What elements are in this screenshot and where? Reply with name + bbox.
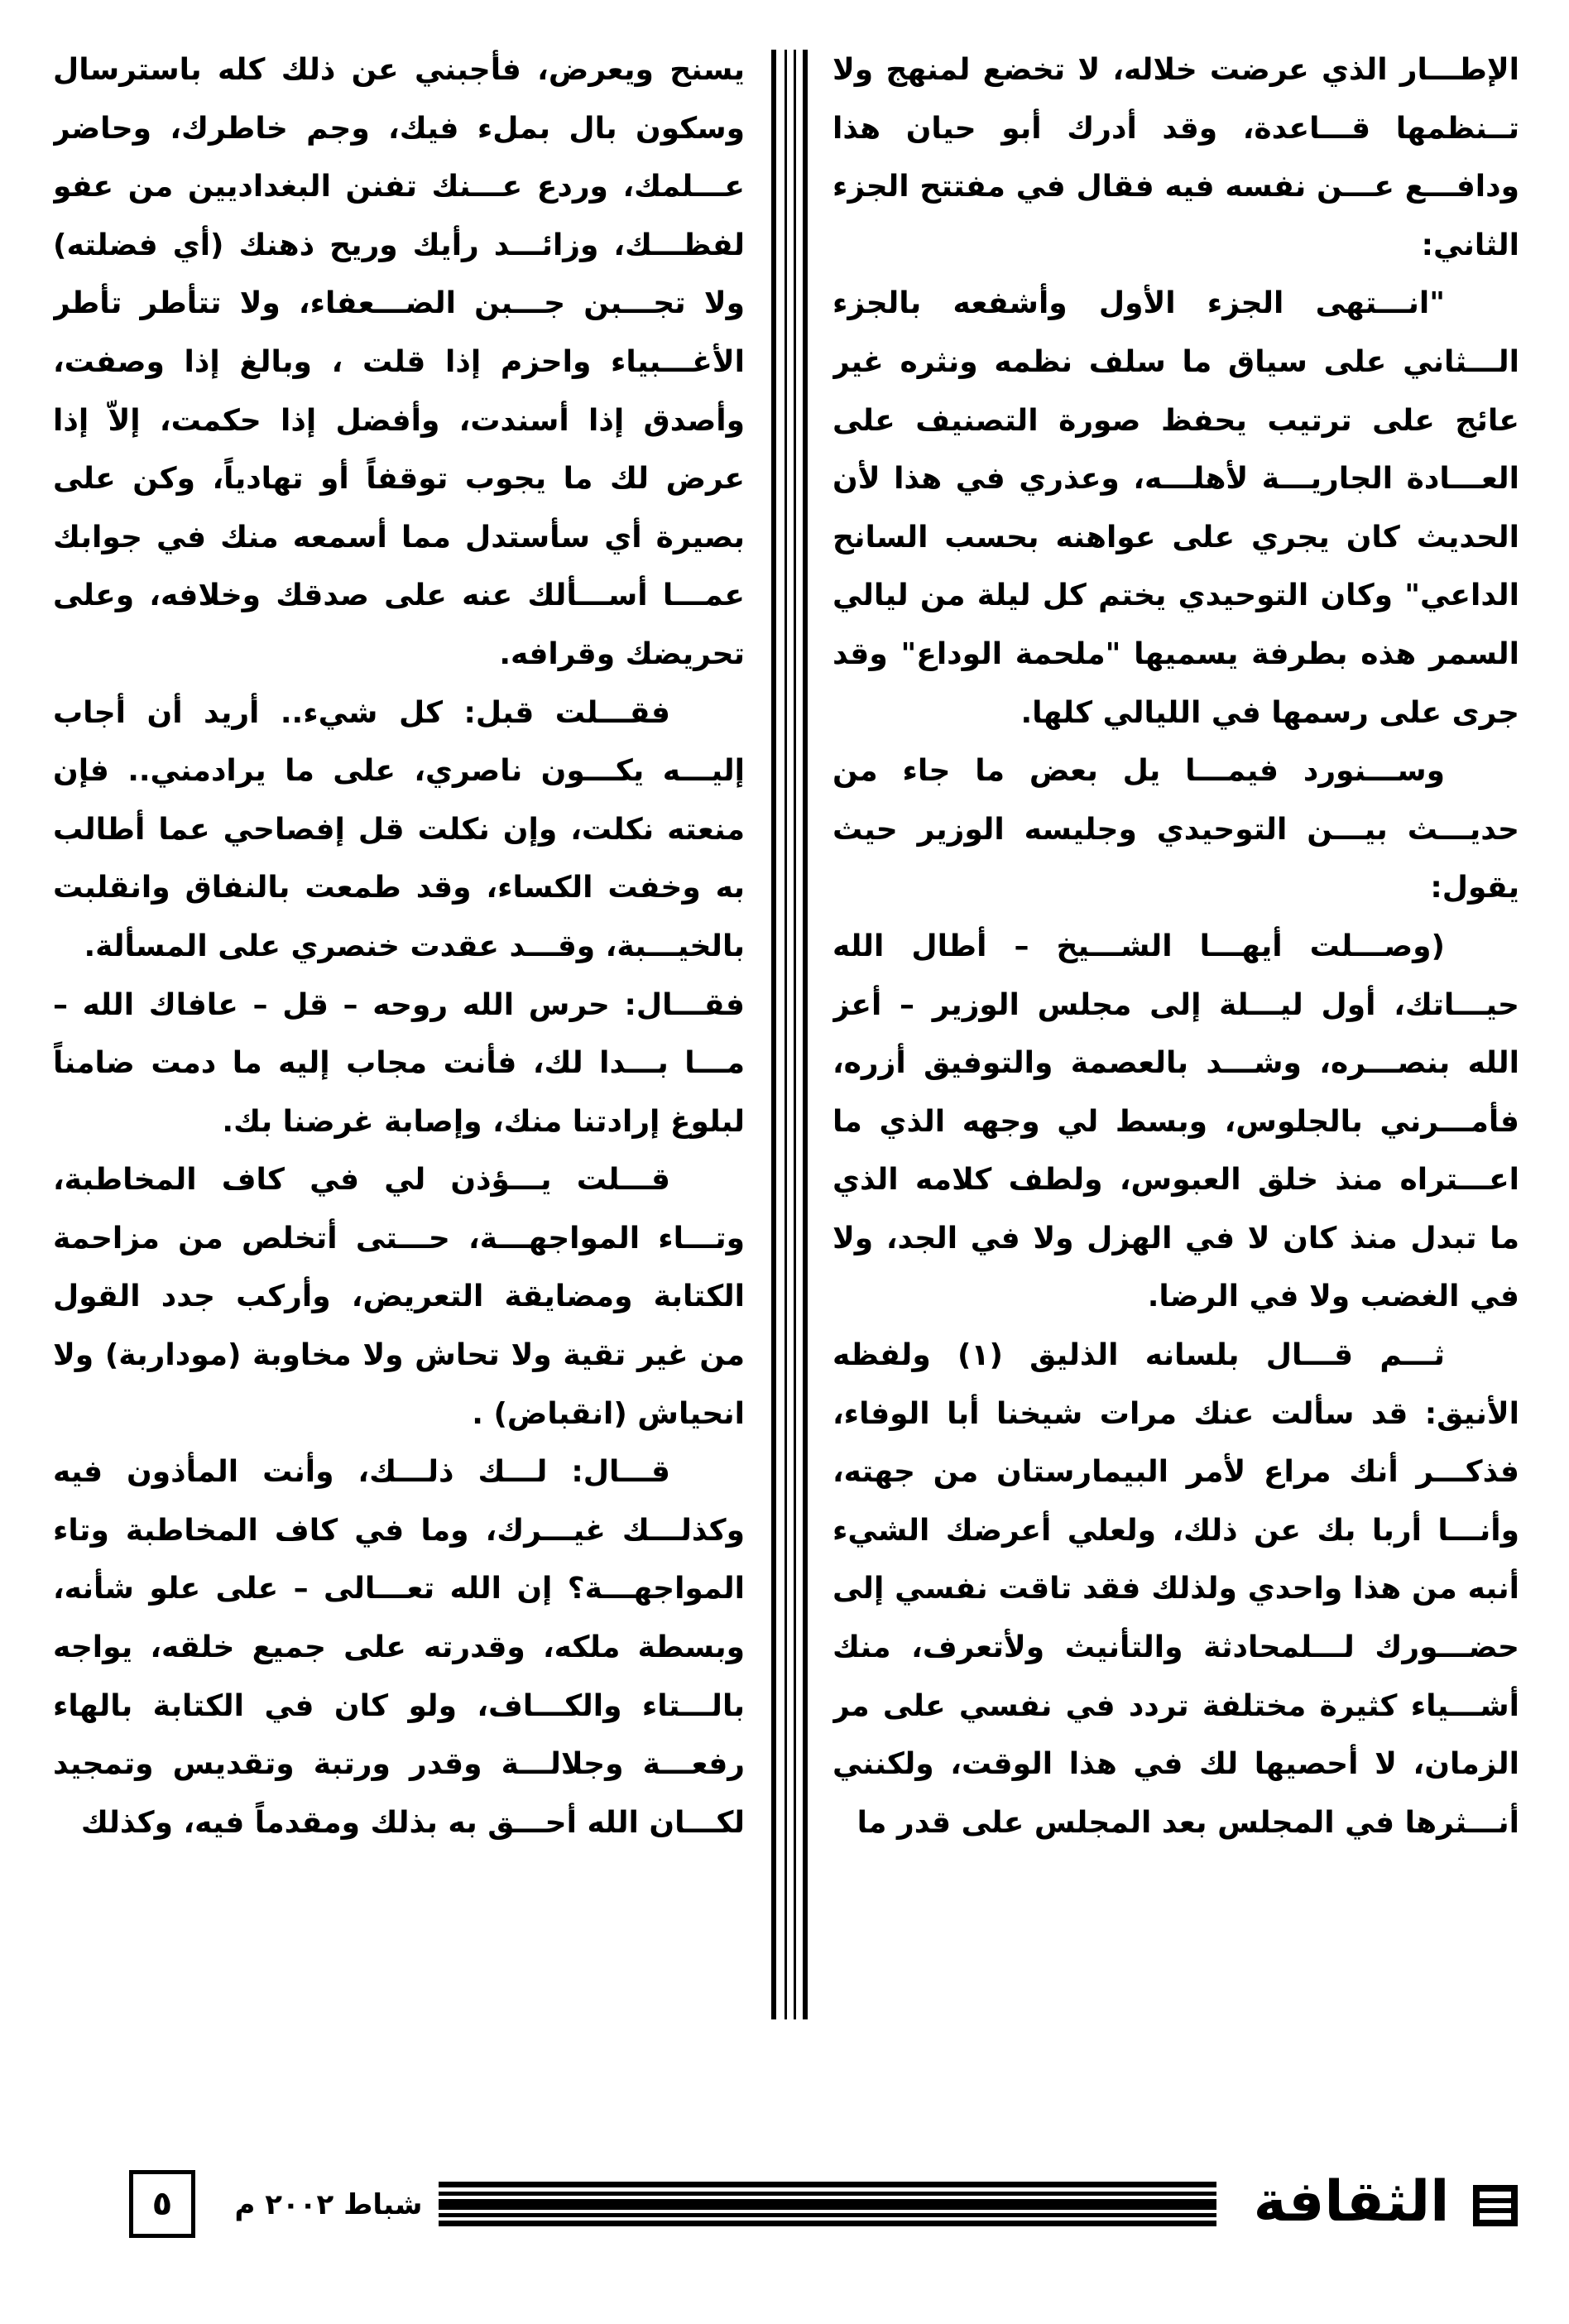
- paragraph: الإطـــار الذي عرضت خلاله، لا تخضع لمنهج ولا تــنظمها قـــاعدة، وقد أدرك أبو حيان هذا ودافـــع عـــن نفسه فيه فقال في مفتتح الجزء الثاني:: [832, 53, 1519, 262]
- paragraph: وســـنورد فيمـــا يل بعض ما جاء من حديـــث بيـــن التوحيدي وجليسه الوزير حيث يقول:: [832, 754, 1519, 905]
- paragraph: قـــلت يـــؤذن لي في كاف المخاطبة، وتـــاء المواجهـــة، حـــتى أتخلص من مزاحمة الكتابة ومضايقة التعريض، وأركب جدد القول من غير تقية ولا تحاش ولا مخاوبة (موداربة) ولا انحياش (انقباض) .: [53, 1163, 745, 1431]
- paragraph: يسنح ويعرض، فأجبني عن ذلك كله باسترسال وسكون بال بملء فيك، وجم خاطرك، وحاضر عـــلمك، وردع عـــنك تفنن البغداديين من عفو لفظـــك، وزائـــد رأيك وريح ذهنك (أي فضلته) ولا تجـــبن جـــبن الضـــعفاء، ولا تتأطر تأطر الأغـــبياء واحزم إذا قلت ، وبالغ إذا وصفت، وأصدق إذا أسندت، وأفضل إذا حكمت، إلاّ إذا عرض لك ما يجوب توقفاً أو تهادياً، وكن على بصيرة أي سأستدل مما أسمعه منك في جوابك عمـــا أســـألك عنه على صدقك وخلافه، وعلى تحريضك وقرافه.: [53, 53, 745, 671]
- paragraph: قـــال: لـــك ذلـــك، وأنت المأذون فيه وكذلـــك غيـــرك، وما في كاف المخاطبة وتاء المواجهـــة؟ إن الله تعـــالى – على علو شأنه، وبسطة ملكه، وقدرته على جميع خلقه، يواجه بالـــتاء والكـــاف، ولو كان في الكتابة بالهاء رفعـــة وجلالـــة وقدر ورتبة وتقديس وتمجيد لكـــان الله أحـــق به بذلك ومقدماً فيه، وكذلك: [53, 1455, 745, 1840]
- paragraph: فقـــال: حرس الله روحه – قل – عافاك الله – مـــا بـــدا لك، فأنت مجاب إليه ما دمت ضامناً لبلوغ إرادتنا منك، وإصابة غرضنا بك.: [53, 987, 745, 1139]
- column-divider: [760, 50, 819, 2019]
- page-number: ٥: [129, 2170, 195, 2238]
- magazine-logo: الثقافة: [1253, 2169, 1450, 2235]
- footer-rule: [439, 2182, 1216, 2228]
- logo-bar-icon: [1473, 2185, 1518, 2226]
- paragraph: فقـــلت قبل: كل شيء.. أريد أن أجاب إليـــه يكـــون ناصري، على ما يرادمني.. فإن منعته نكلت، وإن نكلت قل إفصاحي عما أطالب به وخفت الكساء، وقد طمعت بالنفاق وانقلبت بالخيـــبة، وقـــد عقدت خنصري على المسألة.: [53, 695, 745, 963]
- paragraph: (وصـــلت أيهـــا الشـــيخ – أطال الله حيـــاتك، أول ليـــلة إلى مجلس الوزير – أعز الله بنصـــره، وشـــد بالعصمة والتوفيق أزره، فأمـــرني بالجلوس، وبسط لي وجهه الذي ما اعـــتراه منذ خلق العبوس، ولطف كلامه الذي ما تبدل منذ كان لا في الهزل ولا في الجد، ولا في الغضب ولا في الرضا.: [832, 929, 1519, 1314]
- issue-date: شباط ٢٠٠٢ م: [234, 2188, 423, 2221]
- right-column: [832, 41, 1519, 2032]
- left-column: [53, 41, 745, 2032]
- paragraph: "انـــتهى الجزء الأول وأشفعه بالجزء الـــثاني على سياق ما سلف نظمه ونثره غير عائج على ترتيب يحفظ صورة التصنيف على العـــادة الجاريـــة لأهلـــه، وعذري في هذا لأن الحديث كان يجري على عواهنه بحسب السانح الداعي" وكان التوحيدي يختم كل ليلة من ليالي السمر هذه بطرفة يسميها "ملحمة الوداع" وقد جرى على رسمها في الليالي كلها.: [832, 286, 1519, 730]
- paragraph: ثـــم قـــال بلسانه الذليق (١) ولفظه الأنيق: قد سألت عنك مرات شيخنا أبا الوفاء، فذكـــر أنك مراع لأمر البيمارستان من جهته، وأنـــا أربا بك عن ذلك، ولعلي أعرضك الشيء أنبه من هذا واحدي ولذلك فقد تاقت نفسي إلى حضـــورك لـــلمحادثة والتأنيث ولأتعرف، منك أشـــياء كثيرة مختلفة تردد في نفسي على مر الزمان، لا أحصيها لك في هذا الوقت، ولكنني أنـــثرها في المجلس بعد المجلس على قدر ما: [832, 1338, 1519, 1840]
